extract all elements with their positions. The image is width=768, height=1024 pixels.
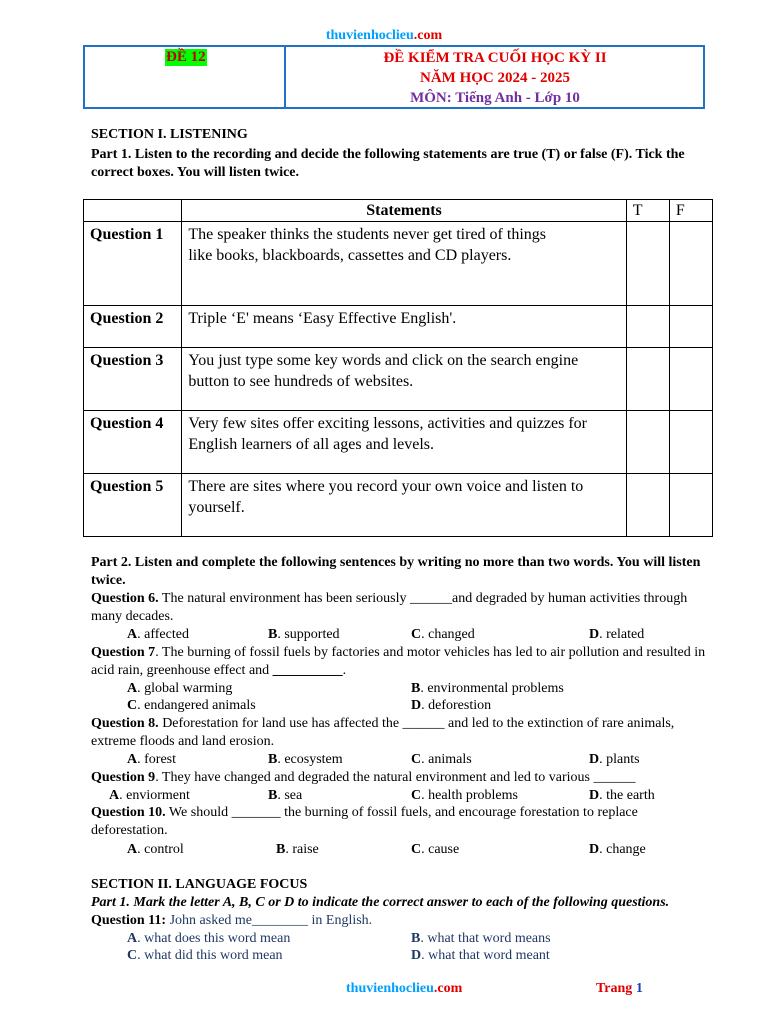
option-text: supported (284, 627, 340, 642)
option-letter: A (109, 788, 120, 803)
option-letter: D (411, 698, 422, 713)
question-8 (91, 715, 711, 751)
school-year: NĂM HỌC 2024 - 2025 (420, 70, 570, 86)
option-letter: B (411, 931, 421, 946)
question-8-label: Question 8. (91, 716, 159, 731)
option-text: what did this word mean (144, 948, 283, 963)
option-letter: C (411, 752, 422, 767)
q11-option-d[interactable]: D. what that word meant (411, 948, 550, 963)
q11-option-a[interactable]: A. what does this word mean (127, 931, 291, 946)
option-text: what that word means (427, 931, 551, 946)
option-letter: B (268, 788, 278, 803)
part2-instructions: Part 2. Listen and complete the following sentences by writing no more than two words. You will listen twice. (91, 555, 701, 588)
option-text: plants (606, 752, 640, 767)
option-letter: C (127, 948, 138, 963)
question-11-text: John asked me (166, 913, 253, 928)
false-checkbox[interactable] (669, 411, 712, 474)
option-text: ecosystem (284, 752, 343, 767)
q6-option-d[interactable]: D. related (589, 627, 645, 642)
option-letter: D (589, 788, 600, 803)
q8-option-c[interactable]: C. animals (411, 752, 472, 767)
true-checkbox[interactable] (626, 306, 669, 348)
question-11-blank: ________ (252, 913, 309, 928)
option-text: deforestion (428, 698, 492, 713)
exam-title: ĐỀ KIỂM TRA CUỐI HỌC KỲ II (383, 50, 607, 66)
true-checkbox[interactable] (626, 411, 669, 474)
option-letter: B (268, 752, 278, 767)
question-7-text-a: . The burning of fossil fuels by factories and motor vehicles has led to air pollution and resulted in acid rain, greenhouse effect and (91, 645, 706, 678)
question-7-text-b: . (342, 663, 347, 678)
site-domain: .com (413, 28, 443, 43)
true-checkbox[interactable] (626, 474, 669, 537)
option-text: animals (428, 752, 472, 767)
option-letter: B (268, 627, 278, 642)
statement-text: Triple ‘E' means ‘Easy Effective English'. (182, 306, 626, 348)
question-label: Question 3 (84, 348, 182, 411)
footer-site-domain: .com (433, 981, 463, 996)
option-text: affected (144, 627, 189, 642)
option-text: change (606, 842, 646, 857)
option-text: the earth (606, 788, 655, 803)
option-text: global warming (144, 681, 233, 696)
option-letter: A (127, 931, 138, 946)
q10-option-d[interactable]: D. change (589, 842, 646, 857)
option-letter: B (411, 681, 421, 696)
statements-table (83, 199, 713, 537)
q7-option-b[interactable]: B. environmental problems (411, 681, 564, 696)
header-empty (84, 200, 182, 222)
false-checkbox[interactable] (669, 306, 712, 348)
statement-text: There are sites where you record your own voice and listen to yourself. (182, 474, 626, 537)
section2-part1-instructions: Part 1. Mark the letter A, B, C or D to indicate the correct answer to each of the following questions. (91, 895, 670, 910)
question-10-text: We should _______ the burning of fossil fuels, and encourage forestation to replace deforestation. (91, 805, 638, 838)
option-letter: C (411, 842, 422, 857)
q11-option-b[interactable]: B. what that word means (411, 931, 551, 946)
table-row (84, 411, 713, 474)
q6-option-a[interactable]: A. affected (127, 627, 189, 642)
page-num: 1 (635, 981, 643, 996)
option-text: control (144, 842, 184, 857)
option-text: what does this word mean (144, 931, 291, 946)
q8-option-b[interactable]: B. ecosystem (268, 752, 343, 767)
option-text: environmental problems (427, 681, 564, 696)
site-name: thuvienhoclieu (325, 28, 414, 43)
table-row (84, 222, 713, 306)
question-label: Question 4 (84, 411, 182, 474)
true-checkbox[interactable] (626, 222, 669, 306)
option-text: related (606, 627, 645, 642)
question-9-text: . They have changed and degraded the natural environment and led to various ______ (155, 770, 636, 785)
section1-title: SECTION I. LISTENING (91, 127, 248, 142)
option-letter: A (127, 752, 138, 767)
q9-option-c[interactable]: C. health problems (411, 788, 518, 803)
question-label: Question 5 (84, 474, 182, 537)
option-letter: C (411, 788, 422, 803)
q9-option-d[interactable]: D. the earth (589, 788, 655, 803)
q6-option-b[interactable]: B. supported (268, 627, 340, 642)
q10-option-a[interactable]: A. control (127, 842, 184, 857)
option-letter: B (276, 842, 286, 857)
question-9 (91, 769, 711, 787)
option-text: changed (428, 627, 475, 642)
question-11 (91, 912, 372, 930)
false-checkbox[interactable] (669, 348, 712, 411)
statement-text (182, 222, 626, 306)
q8-option-a[interactable]: A. forest (127, 752, 177, 767)
q7-option-a[interactable]: A. global warming (127, 681, 233, 696)
true-checkbox[interactable] (626, 348, 669, 411)
question-label: Question 2 (84, 306, 182, 348)
q7-option-d[interactable]: D. deforestion (411, 698, 492, 713)
question-8-text: Deforestation for land use has affected the ______ and led to the extinction of rare animals, extreme floods and land erosion. (91, 716, 675, 749)
q9-option-a[interactable]: A. enviorment (109, 788, 190, 803)
footer-site-name: thuvienhoclieu (346, 981, 434, 996)
q6-option-c[interactable]: C. changed (411, 627, 475, 642)
site-header (0, 28, 768, 44)
question-10-label: Question 10. (91, 805, 166, 820)
q11-option-c[interactable]: C. what did this word mean (127, 948, 283, 963)
statement-text: You just type some key words and click on the search engine button to see hundreds of websites. (182, 348, 626, 411)
table-row (84, 474, 713, 537)
question-6 (91, 590, 711, 626)
header-divider (284, 45, 286, 109)
statement-1-text: The speaker thinks the students never get tired of things like books, blackboards, cassettes and CD players. (188, 226, 546, 264)
option-letter: A (127, 627, 138, 642)
option-text: cause (428, 842, 460, 857)
table-row (84, 306, 713, 348)
option-text: what that word meant (428, 948, 550, 963)
false-checkbox[interactable] (669, 222, 712, 306)
false-checkbox[interactable] (669, 474, 712, 537)
option-letter: A (127, 842, 138, 857)
option-text: raise (292, 842, 319, 857)
option-text: health problems (428, 788, 518, 803)
section2-title: SECTION II. LANGUAGE FOCUS (91, 877, 308, 892)
question-7-blank: __________ (272, 663, 343, 678)
option-letter: D (411, 948, 422, 963)
q8-option-d[interactable]: D. plants (589, 752, 640, 767)
q9-option-b[interactable]: B. sea (268, 788, 303, 803)
table-header-row (84, 200, 713, 222)
option-text: sea (284, 788, 303, 803)
option-letter: D (589, 627, 600, 642)
table-row (84, 348, 713, 411)
exam-number: ĐỀ 12 (166, 49, 206, 65)
q10-option-b[interactable]: B. raise (276, 842, 319, 857)
option-letter: A (127, 681, 138, 696)
option-letter: C (411, 627, 422, 642)
option-letter: C (127, 698, 138, 713)
header-true: T (626, 200, 669, 222)
question-9-label: Question 9 (91, 770, 156, 785)
page-number (596, 981, 643, 997)
q7-option-c[interactable]: C. endangered animals (127, 698, 256, 713)
question-6-text-a: The natural environment has been seriously ______ (158, 591, 452, 606)
question-7-label: Question 7 (91, 645, 156, 660)
question-11-end: in English. (308, 913, 373, 928)
option-letter: D (589, 752, 600, 767)
question-10 (91, 804, 711, 840)
option-text: forest (144, 752, 177, 767)
question-11-label: Question 11: (91, 913, 167, 928)
q10-option-c[interactable]: C. cause (411, 842, 460, 857)
option-letter: D (589, 842, 600, 857)
header-statements: Statements (182, 200, 626, 222)
question-6-text-b: and degraded by human activities through many decades. (91, 591, 688, 624)
footer-site (346, 981, 462, 997)
header-false: F (669, 200, 712, 222)
option-text: endangered animals (144, 698, 256, 713)
statement-text: Very few sites offer exciting lessons, activities and quizzes for English learners of all ages and levels. (182, 411, 626, 474)
question-label: Question 1 (84, 222, 182, 306)
subject: MÔN: Tiếng Anh - Lớp 10 (410, 90, 580, 106)
part1-instructions: Part 1. Listen to the recording and decide the following statements are true (T) or false (F). Tick the correct boxes. You will listen twice. (91, 147, 685, 180)
question-7 (91, 644, 711, 680)
question-6-label: Question 6. (91, 591, 159, 606)
page-label: Trang (596, 981, 633, 996)
option-text: enviorment (126, 788, 190, 803)
